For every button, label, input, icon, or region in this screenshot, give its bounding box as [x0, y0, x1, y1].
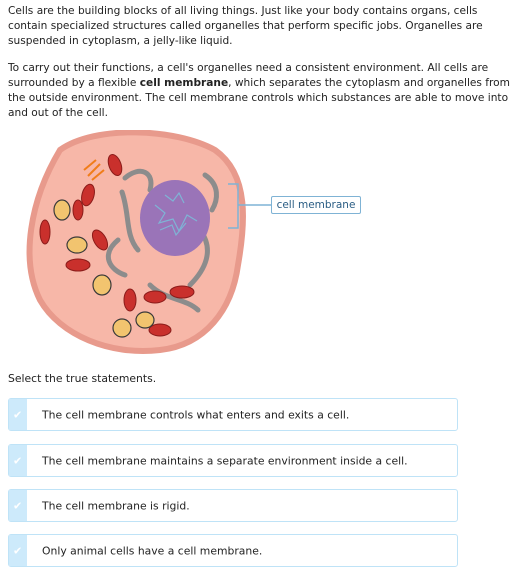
checkbox-1[interactable]	[9, 399, 27, 430]
check-icon: ✔	[13, 499, 23, 512]
checkbox-3[interactable]	[9, 490, 27, 521]
check-icon: ✔	[13, 544, 23, 557]
check-icon: ✔	[13, 408, 23, 421]
answer-option-3[interactable]	[8, 489, 458, 522]
check-icon: ✔	[13, 454, 23, 467]
answer-option-label: The cell membrane controls what enters and exits a cell.	[42, 408, 350, 421]
intro-p2-bold: cell membrane	[139, 77, 229, 89]
intro-paragraph-2	[8, 61, 518, 121]
answer-option-4[interactable]	[8, 534, 458, 567]
cell-membrane-label: cell membrane	[271, 196, 361, 214]
answer-option-label: Only animal cells have a cell membrane.	[42, 544, 263, 557]
checkbox-4[interactable]	[9, 535, 27, 566]
intro-paragraph-1: Cells are the building blocks of all living things. Just like your body contains organs, cells contain specialized structures called organelles that perform specific jobs. Organelles are suspended in cytoplasm, a jelly-like liquid.	[8, 5, 483, 47]
answer-option-2[interactable]	[8, 444, 458, 477]
intro-p2-start: To carry out their functions, a cell's organelles need a consistent environment. All cells are surrounded by a flexible	[8, 62, 489, 89]
answer-option-label: The cell membrane is rigid.	[42, 499, 190, 512]
answer-option-1[interactable]	[8, 398, 458, 431]
question-prompt: Select the true statements.	[8, 372, 157, 385]
answer-option-label: The cell membrane maintains a separate environment inside a cell.	[42, 454, 408, 467]
animal-cell-diagram	[0, 130, 527, 362]
checkbox-2[interactable]	[9, 445, 27, 476]
intro-p2-end: , which separates the cytoplasm and organelles from the outside environment. The cell membrane controls which substances are able to move into and out of the cell.	[8, 77, 510, 119]
nucleus	[140, 180, 210, 256]
